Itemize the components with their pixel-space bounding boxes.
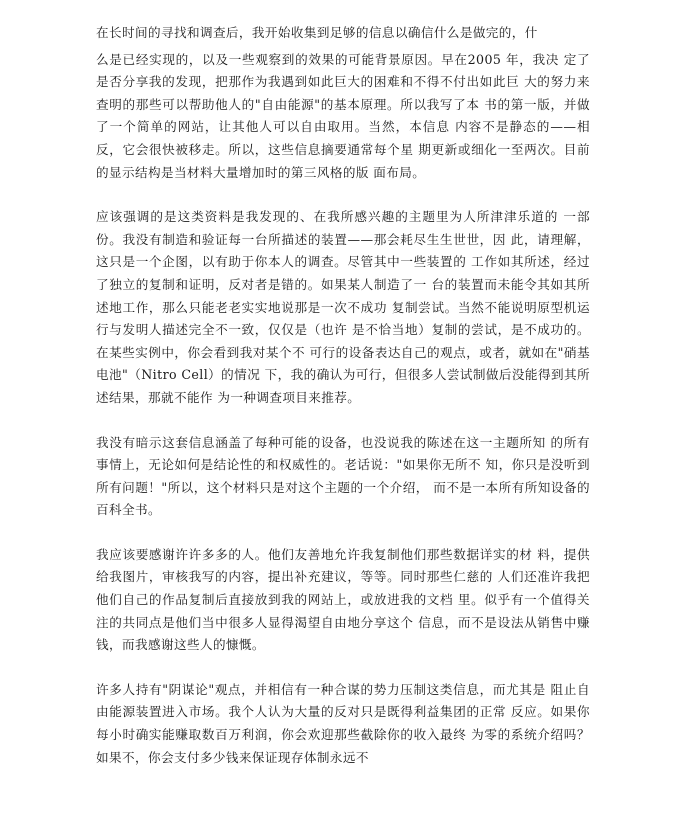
- paragraph-gap: [96, 184, 590, 206]
- paragraph-gap: [96, 410, 590, 432]
- paragraph-1-lead-line: 在长时间的寻找和调查后，我开始收集到足够的信息以确信什么是做完的，什: [96, 25, 538, 40]
- paragraph-3: 我没有暗示这套信息涵盖了每种可能的设备，也没说我的陈述在这一主题所知 的所有事情上，无论如何是结论性的和权威性的。老话说："如果你无所不 知，你只是没听到所有问题！"所以，这个材料只是对这个主题的一个介绍， 而不是一本所有所知设备的百科全书。: [96, 434, 590, 518]
- paragraph-5: 许多人持有"阴谋论"观点，并相信有一种合谋的势力压制这类信息，而尤其是 阻止自由能源装置进入市场。我个人认为大量的反对只是既得利益集团的正常 反应。如果你每小时确实能赚取数百万利润，你会欢迎那些截除你的收入最终 为零的系统介绍吗？如果不，你会支付多少钱来保证现存体制永远不: [96, 681, 590, 765]
- paragraph-1: 么是已经实现的，以及一些观察到的效果的可能背景原因。早在2005 年，我决 定了是否分享我的发现，把那作为我遇到如此巨大的困难和不得不付出如此巨 大的努力来查明的那些可以帮助他人的"自由能源"的基本原理。所以我写了本 书的第一版，并做了一个简单的网站，让其他人可以自由取用。当然，本信息 内容不是静态的——相反，它会很快被移走。所以，这些信息摘要通常每个星 期更新或细化一至两次。目前的显示结构是当材料大量增加时的第三风格的版 面布局。: [96, 51, 590, 180]
- document-page: [96, 22, 590, 769]
- paragraph-gap: [96, 657, 590, 679]
- paragraph-2: 应该强调的是这类资料是我发现的、在我所感兴趣的主题里为人所津津乐道的 一部份。我没有制造和验证每一台所描述的装置——那会耗尽生生世世，因 此，请理解，这只是一个企图，以有助于你本人的调查。尽管其中一些装置的 工作如其所述，经过了独立的复制和证明，反对者是错的。如果某人制造了一 台的装置而未能令其如其所述地工作，那么只能老老实实地说那是一次不成功 复制尝试。当然不能说明原型机运行与发明人描述完全不一致，仅仅是（也许 是不恰当地）复制的尝试，是不成功的。在某些实例中，你会看到我对某个不 可行的设备表达自己的观点，或者，就如在"硝基电池"（Nitro Cell）的情况 下，我的确认为可行，但很多人尝试制做后没能得到其所述结果，那就不能作 为一种调查项目来推荐。: [96, 209, 590, 405]
- paragraph-gap: [96, 522, 590, 544]
- paragraph-4: 我应该要感谢许许多多的人。他们友善地允许我复制他们那些数据详实的材 料，提供给我图片，审核我写的内容，提出补充建议，等等。同时那些仁慈的 人们还准许我把他们自己的作品复制后直接放到我的网站上，或放进我的文档 里。似乎有一个值得关注的共同点是他们当中很多人显得渴望自由地分享这个 信息，而不是设法从销售中赚钱，而我感谢这些人的慷慨。: [96, 546, 590, 653]
